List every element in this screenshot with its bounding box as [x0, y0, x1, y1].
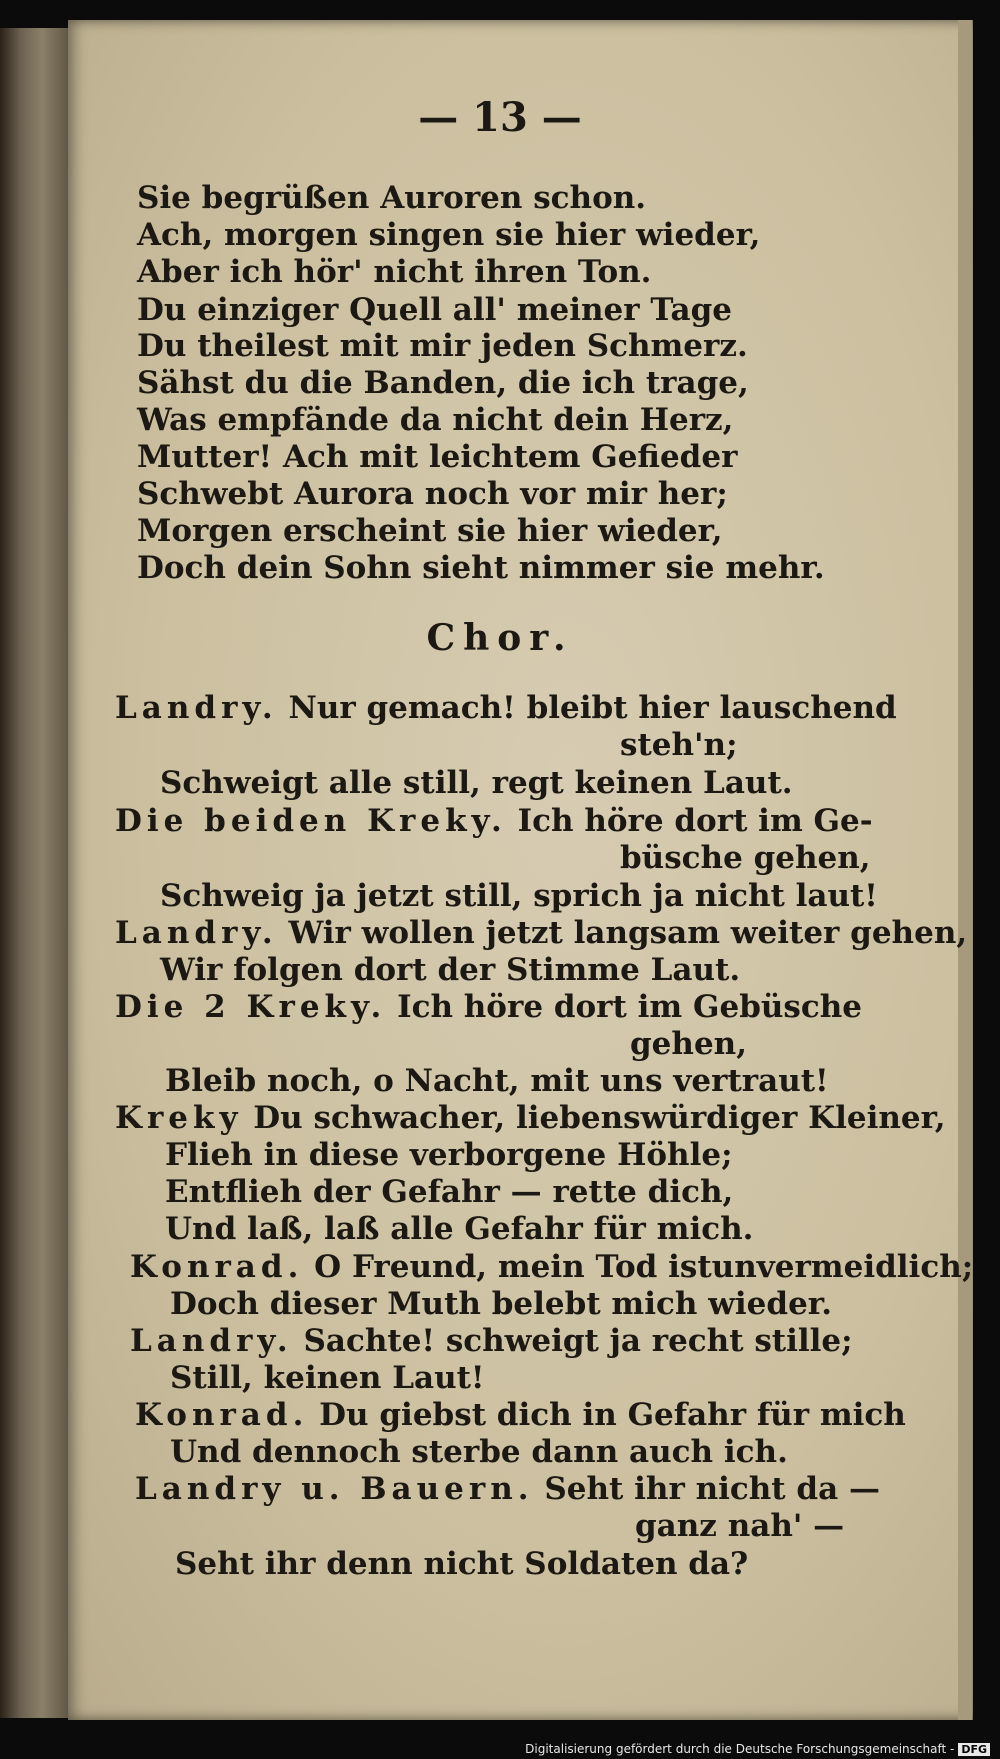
dialogue-text: Seht ihr nicht da — [544, 1471, 880, 1507]
verse-line: Ach, morgen singen sie hier wieder, [137, 217, 761, 253]
verse-line: Doch dein Sohn sieht nimmer sie mehr. [137, 550, 825, 586]
verse-line: Schwebt Aurora noch vor mir her; [137, 476, 728, 512]
speaker-name: Landry u. Bauern. [135, 1471, 534, 1507]
speaker-name: Landry. [130, 1323, 293, 1359]
dialogue-text: O Freund, mein Tod istunvermeidlich; [314, 1249, 974, 1285]
dialogue-line [115, 803, 873, 839]
speaker-name: Konrad. [135, 1397, 309, 1433]
dialogue-text: Ich höre dort im Gebüsche [397, 989, 863, 1025]
speaker-name: Landry. [115, 915, 278, 951]
speaker-name: Konrad. [130, 1249, 304, 1285]
chorus-heading: Chor. [426, 617, 574, 659]
verse-line: Morgen erscheint sie hier wieder, [137, 513, 723, 549]
dialogue-line [115, 989, 862, 1025]
dialogue-line: büsche gehen, [620, 840, 871, 876]
dialogue-line: Schweigt alle still, regt keinen Laut. [160, 765, 793, 801]
book-spine [0, 28, 70, 1718]
dialogue-line: Entflieh der Gefahr — rette dich, [165, 1174, 734, 1210]
dialogue-line [115, 690, 897, 726]
dialogue-line: Und laß, laß alle Gefahr für mich. [165, 1211, 754, 1247]
dialogue-line: Still, keinen Laut! [170, 1360, 485, 1396]
verse-line: Aber ich hör' nicht ihren Ton. [137, 254, 652, 290]
dialogue-line [115, 915, 967, 951]
speaker-name: Die 2 Kreky. [115, 989, 387, 1025]
dialogue-line: Bleib noch, o Nacht, mit uns vertraut! [165, 1063, 829, 1099]
verse-line: Du einziger Quell all' meiner Tage [137, 292, 732, 328]
speaker-name: Kreky [115, 1100, 243, 1136]
dialogue-line [115, 1100, 946, 1136]
dialogue-line: ganz nah' — [635, 1508, 845, 1544]
dialogue-line: Flieh in diese verborgene Höhle; [165, 1137, 733, 1173]
dialogue-line: Und dennoch sterbe dann auch ich. [170, 1434, 788, 1470]
dialogue-line: Doch dieser Muth belebt mich wieder. [170, 1286, 833, 1322]
verse-line: Sähst du die Banden, die ich trage, [137, 365, 749, 401]
verse-line: Mutter! Ach mit leichtem Gefieder [137, 439, 738, 475]
page-number: — 13 — [418, 94, 582, 141]
dialogue-line [135, 1471, 880, 1507]
dialogue-line [130, 1323, 853, 1359]
dfg-logo: DFG [958, 1743, 990, 1756]
verse-line: Was empfände da nicht dein Herz, [137, 402, 734, 438]
dialogue-line [130, 1249, 973, 1285]
dialogue-text: Du giebst dich in Gefahr für mich [319, 1397, 906, 1433]
dialogue-line: Schweig ja jetzt still, sprich ja nicht laut! [160, 878, 878, 914]
dialogue-line: steh'n; [620, 727, 738, 763]
page-edge [958, 20, 972, 1720]
credit-text: Digitalisierung gefördert durch die Deutsche Forschungsgemeinschaft - [525, 1742, 955, 1756]
speaker-name: Die beiden Kreky. [115, 803, 507, 839]
dialogue-line [135, 1397, 906, 1433]
dialogue-text: Ich höre dort im Ge- [517, 803, 873, 839]
dialogue-text: Nur gemach! bleibt hier lauschend [288, 690, 897, 726]
verse-line: Du theilest mit mir jeden Schmerz. [137, 328, 748, 364]
dialogue-line: Wir folgen dort der Stimme Laut. [160, 952, 741, 988]
speaker-name: Landry. [115, 690, 278, 726]
dialogue-text: Wir wollen jetzt langsam weiter gehen, [288, 915, 968, 951]
dialogue-line: Seht ihr denn nicht Soldaten da? [175, 1546, 749, 1582]
digitization-credit [0, 1742, 990, 1756]
dialogue-text: Du schwacher, liebenswürdiger Kleiner, [253, 1100, 946, 1136]
dialogue-text: Sachte! schweigt ja recht stille; [303, 1323, 853, 1359]
dialogue-line: gehen, [630, 1026, 747, 1062]
verse-line: Sie begrüßen Auroren schon. [137, 180, 647, 216]
